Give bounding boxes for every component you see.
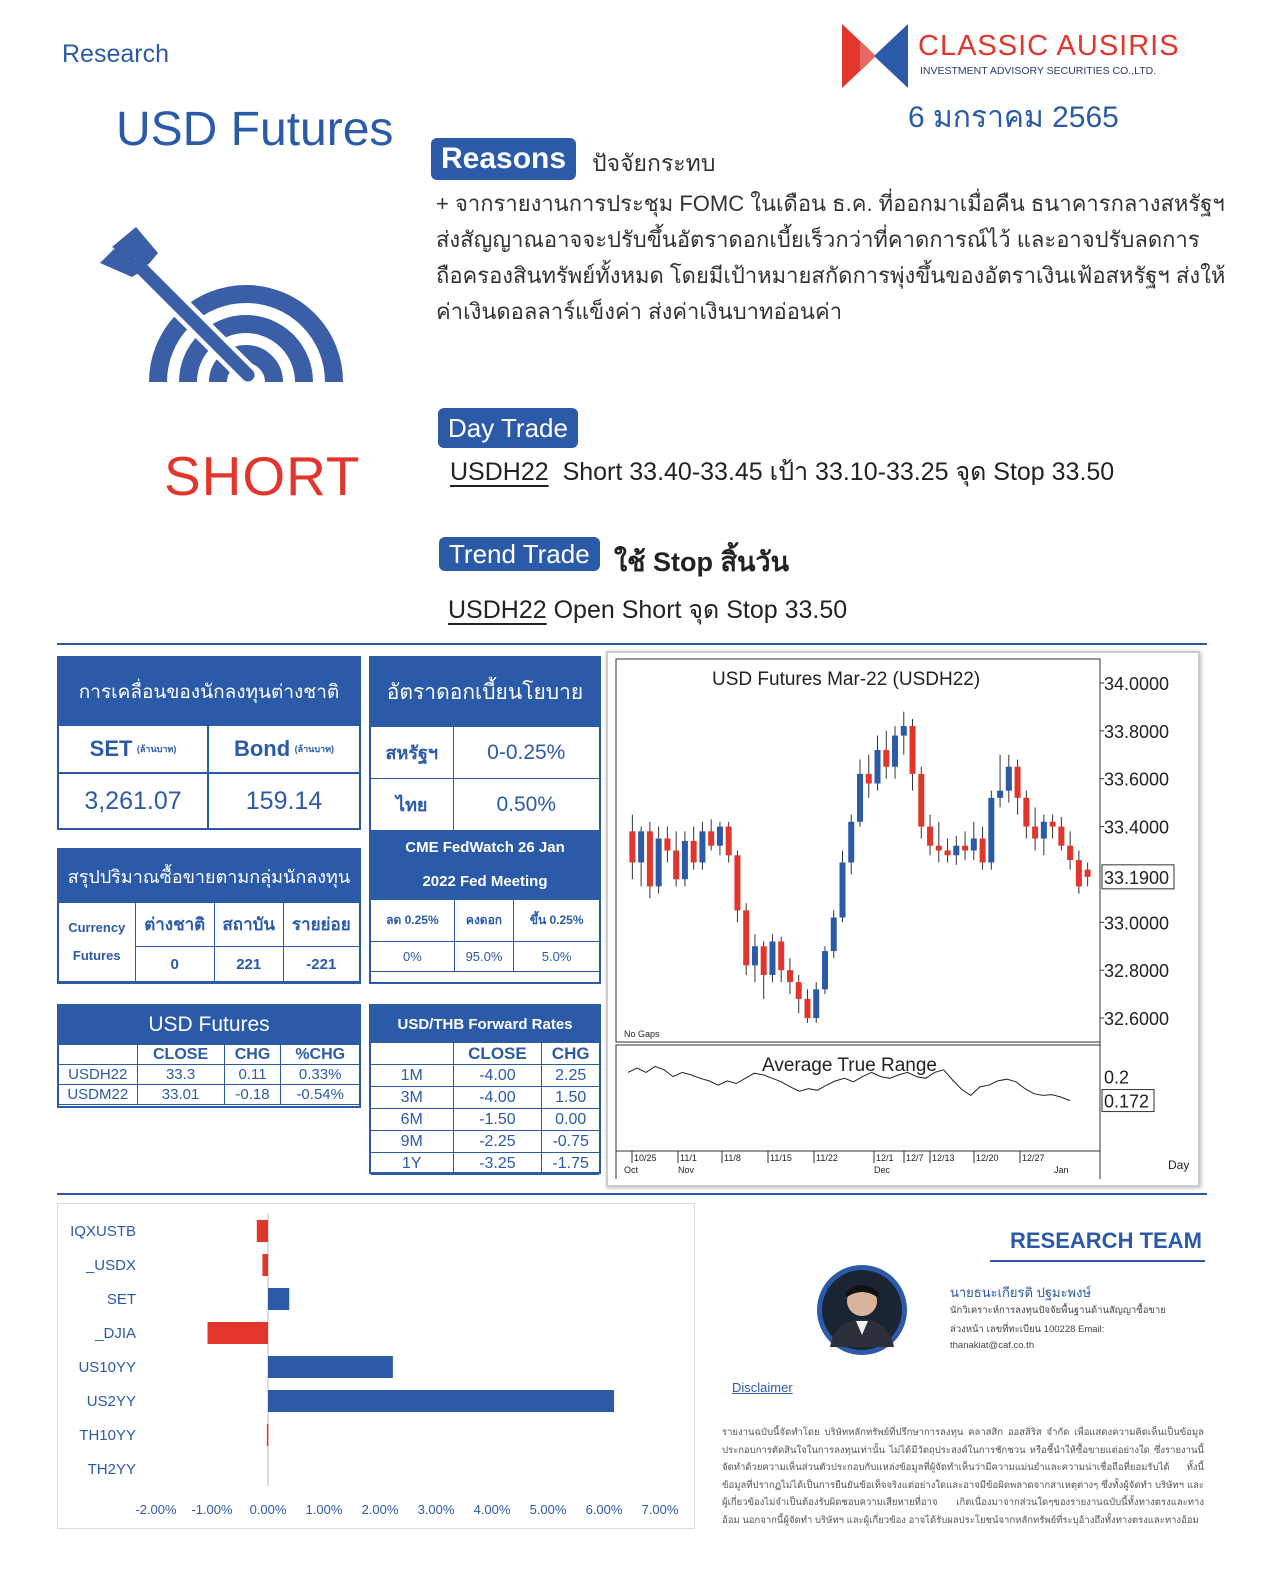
foreign-flow-title: การเคลื่อนของนักลงทุนต่างชาติ: [59, 658, 359, 726]
fed-cut-label: ลด 0.25%: [371, 900, 454, 942]
row-name: USDM22: [59, 1085, 137, 1105]
fedwatch-title: CME FedWatch 26 Jan 2022 Fed Meeting: [371, 831, 599, 899]
retail-value: -221: [283, 947, 359, 982]
bar-x-tick-label: 6.00%: [585, 1502, 623, 1517]
candle-body: [953, 846, 959, 856]
last-price-label: 33.1900: [1104, 867, 1170, 888]
analyst-name: นายธนะเกียรติ ปฐมะพงษ์: [950, 1285, 1092, 1300]
candle-body: [936, 846, 942, 851]
candle-body: [813, 989, 819, 1018]
disclaimer-text: รายงานฉบับนี้จัดทำโดย บริษัทหลักทรัพย์ที่ปรึกษาการลงทุน คลาสสิก ออสสิริส จำกัด เพื่อแสดงความคิดเห็นเป็นข้อมูลประกอบการตัดสินใจในการลงทุนเท่านั้น ไม่ได้มีวัตถุประสงค์ในการชักชวน หรือชี้นำให้ซื้อขายแต่อย่างใด ซึ่งรายงานนี้จัดทำด้วยความเห็นส่วนตัวประกอบกับแหล่งข้อมูลที่ผู้จัดทำเห็นว่ามีความแม่นยำและความน่าเชื่อถือที่ยอมรับได้ ทั้งนี้ข้อมูลที่ปรากฏไม่ได้เป็นการยืนยันข้อเท็จจริงแต่อย่างใดและอาจมีข้อผิดพลาดจากสาเหตุต่างๆ ซึ่งทั้งผู้จัดทำ บริษัทฯ และผู้เกี่ยวข้องไม่จำเป็นต้องรับผิดชอบความเสียหายที่อาจ เกิดเนื่องมาจากส่วนใดๆของรายงานฉบับนี้ทั้งทางตรงและทางอ้อม นอกจากนี้ผู้จัดทำ บริษัทฯ และผู้เกี่ยวข้อง อาจได้รับผลประโยชน์จากหลักทรัพย์ที่ระบุอ้างถึงทั้งทางตรงและทางอ้อม: [722, 1427, 1204, 1526]
trend-trade-badge: Trend Trade: [439, 537, 600, 571]
policy-rate-box: [369, 656, 601, 984]
row-close: 33.3: [137, 1065, 224, 1085]
bar-x-tick-label: 1.00%: [305, 1502, 343, 1517]
candle-body: [752, 946, 758, 965]
candle-body: [647, 831, 653, 886]
policy-th-label: ไทย: [371, 779, 453, 831]
y-tick-label: 33.4000: [1104, 817, 1170, 838]
candle-body: [761, 946, 767, 975]
row-close: 33.01: [137, 1085, 224, 1105]
x-date-label: 10/25: [634, 1153, 657, 1163]
set-unit: (ล้านบาท): [136, 744, 177, 754]
report-date: 6 มกราคม 2565: [908, 101, 1119, 134]
bar-category-label: US2YY: [86, 1393, 136, 1410]
bar: [262, 1254, 268, 1276]
candle-body: [726, 827, 732, 856]
x-date-label: 11/1: [680, 1153, 697, 1163]
candle-body: [883, 750, 889, 767]
table-row: 1M -4.00 2.25: [371, 1065, 599, 1087]
usd-futures-box: [57, 1004, 361, 1108]
x-date-label: 11/15: [770, 1153, 792, 1163]
candle-body: [997, 791, 1003, 798]
bar-x-tick-label: 7.00%: [641, 1502, 679, 1517]
candle-body: [1050, 822, 1056, 827]
candle-body: [988, 798, 994, 863]
x-date-label: 12/7: [906, 1153, 924, 1163]
forward-rates-title: USD/THB Forward Rates: [371, 1006, 599, 1042]
candle-body: [866, 774, 872, 784]
bar-category-label: IQXUSTB: [70, 1223, 136, 1240]
bar: [268, 1356, 393, 1378]
table-row: 9M -2.25 -0.75: [371, 1131, 599, 1153]
x-unit-label: Day: [1168, 1158, 1190, 1172]
y-tick-label: 32.6000: [1104, 1009, 1170, 1030]
table-row: 6M -1.50 0.00: [371, 1109, 599, 1131]
price-chart-svg: [608, 653, 1198, 1185]
candle-body: [804, 999, 810, 1018]
candle-body: [1015, 767, 1021, 798]
investor-summary-box: [57, 848, 361, 984]
policy-rate-title: อัตราดอกเบี้ยนโยบาย: [371, 658, 599, 726]
usd-futures-table: [59, 1044, 359, 1105]
price-chart-title: USD Futures Mar-22 (USDH22): [712, 669, 981, 690]
bond-label: Bond: [233, 736, 291, 761]
day-trade-line: [450, 452, 1114, 492]
col-close: CLOSE: [137, 1045, 224, 1065]
investor-summary-title: สรุปปริมาณซื้อขายตามกลุ่มนักลงทุน: [59, 850, 359, 902]
institution-value: 221: [214, 947, 283, 982]
row-name: USDH22: [59, 1065, 137, 1085]
candle-body: [656, 839, 662, 887]
company-logo-sub: INVESTMENT ADVISORY SECURITIES CO.,LTD.: [920, 65, 1157, 77]
policy-us-label: สหรัฐฯ: [371, 727, 453, 779]
day-trade-code: USDH22: [450, 458, 549, 486]
fed-hike-label: ขึ้น 0.25%: [514, 900, 599, 942]
reasons-badge: Reasons: [431, 138, 576, 180]
candle-body: [1041, 822, 1047, 839]
set-label: SET: [89, 736, 133, 761]
forward-rates-table: [371, 1042, 599, 1175]
bar-category-label: _USDX: [85, 1257, 136, 1274]
bar-category-label: US10YY: [78, 1359, 136, 1376]
candle-body: [769, 941, 775, 975]
x-date-label: 11/22: [816, 1153, 838, 1163]
candle-body: [1076, 860, 1082, 886]
bar-x-tick-label: 0.00%: [249, 1502, 287, 1517]
candle-body: [664, 839, 670, 851]
candle-body: [699, 831, 705, 862]
y-tick-label: 33.8000: [1104, 721, 1170, 742]
no-gaps-label: No Gaps: [624, 1029, 660, 1039]
fed-hold-value: 95.0%: [454, 942, 513, 972]
bar-x-tick-label: 4.00%: [473, 1502, 511, 1517]
signal-label: SHORT: [164, 445, 361, 507]
trend-trade-line: [448, 590, 847, 630]
divider-top: [57, 643, 1207, 645]
x-date-label: 12/27: [1022, 1153, 1045, 1163]
candle-body: [1067, 846, 1073, 860]
day-trade-text: Short 33.40-33.45 เป้า 33.10-33.25 จุด Stop 33.50: [562, 458, 1115, 486]
table-row: [59, 1065, 359, 1085]
candle-body: [673, 851, 679, 880]
research-team-title: RESEARCH TEAM: [1010, 1228, 1202, 1253]
market-change-chart: [57, 1203, 695, 1529]
trend-trade-text: Open Short จุด Stop 33.50: [553, 596, 848, 624]
fed-hold-label: คงดอก: [454, 900, 513, 942]
bar: [208, 1322, 268, 1344]
disclaimer-link[interactable]: Disclaimer: [732, 1380, 793, 1395]
bar: [257, 1220, 268, 1242]
candle-body: [901, 726, 907, 736]
candle-body: [734, 855, 740, 910]
company-logo-name: CLASSIC AUSIRIS: [918, 30, 1180, 62]
atr-title: Average True Range: [762, 1055, 937, 1076]
foreign-flow-box: [57, 656, 361, 830]
atr-tick-label: 0.2: [1104, 1067, 1130, 1088]
trend-trade-suffix: ใช้ Stop สิ้นวัน: [614, 547, 790, 577]
candle-body: [839, 862, 845, 917]
price-chart: [606, 651, 1200, 1187]
x-month-label: Oct: [624, 1165, 639, 1175]
bar-x-tick-label: 5.00%: [529, 1502, 567, 1517]
bar-category-label: _DJIA: [95, 1325, 136, 1342]
currency-futures-label: Currency Futures: [59, 903, 135, 982]
policy-us-value: 0-0.25%: [453, 727, 599, 779]
candle-body: [918, 774, 924, 827]
candle-body: [638, 831, 644, 862]
x-date-label: 12/20: [976, 1153, 999, 1163]
candle-body: [1006, 767, 1012, 791]
candle-body: [962, 846, 968, 851]
bar-category-label: SET: [106, 1291, 136, 1308]
candle-body: [875, 750, 881, 784]
candle-body: [778, 941, 784, 970]
row-pct: 0.33%: [281, 1065, 359, 1085]
candle-body: [787, 970, 793, 982]
policy-rate-table: [371, 726, 599, 831]
page-title: USD Futures: [116, 103, 394, 156]
col-institution: สถาบัน: [214, 903, 283, 947]
analyst-email[interactable]: thanakiat@caf.co.th: [950, 1340, 1035, 1351]
bond-value: 159.14: [245, 786, 323, 815]
fedwatch-table: [371, 899, 599, 972]
target-icon: [98, 225, 348, 385]
reasons-heading: ปัจจัยกระทบ: [592, 150, 716, 176]
table-row: 1Y -3.25 -1.75: [371, 1153, 599, 1175]
candle-body: [910, 726, 916, 774]
candle-body: [1058, 827, 1064, 846]
forward-rates-box: [369, 1004, 601, 1174]
fed-hike-value: 5.0%: [514, 942, 599, 972]
divider-bottom: [57, 1193, 1207, 1195]
table-row: 3M -4.00 1.50: [371, 1087, 599, 1109]
candle-body: [945, 851, 951, 856]
section-label: Research: [62, 40, 169, 68]
y-tick-label: 32.8000: [1104, 961, 1170, 982]
usd-futures-title: USD Futures: [59, 1006, 359, 1044]
analyst-role: นักวิเคราะห์การลงทุนปัจจัยพื้นฐานด้านสัญญาซื้อขาย: [950, 1305, 1166, 1316]
col-retail: รายย่อย: [283, 903, 359, 947]
policy-th-value: 0.50%: [453, 779, 599, 831]
candle-body: [691, 841, 697, 863]
set-value: 3,261.07: [59, 774, 209, 828]
bar-category-label: TH2YY: [87, 1461, 136, 1478]
research-team-underline: [990, 1260, 1205, 1262]
candle-body: [980, 839, 986, 863]
candle-body: [1085, 870, 1091, 877]
bar-x-tick-label: -1.00%: [191, 1502, 233, 1517]
col-foreign: ต่างชาติ: [135, 903, 214, 947]
y-tick-label: 33.6000: [1104, 769, 1170, 790]
y-tick-label: 34.0000: [1104, 673, 1170, 694]
candle-body: [892, 736, 898, 767]
bond-unit: (ล้านบาท): [294, 744, 335, 754]
bar: [268, 1288, 289, 1310]
investor-summary-table: [59, 902, 359, 982]
fwd-col-chg: CHG: [542, 1043, 599, 1065]
fed-cut-value: 0%: [371, 942, 454, 972]
candle-body: [1032, 827, 1038, 839]
analyst-avatar: [815, 1263, 909, 1357]
y-tick-label: 33.0000: [1104, 913, 1170, 934]
candle-body: [831, 918, 837, 952]
col-chg: CHG: [224, 1045, 281, 1065]
candle-body: [927, 827, 933, 846]
reasons-text: + จากรายงานการประชุม FOMC ในเดือน ธ.ค. ที่ออกมาเมื่อคืน ธนาคารกลางสหรัฐฯส่งสัญญาณอาจจะปรับขึ้นอัตราดอกเบี้ยเร็วกว่าที่คาดการณ์ไว้ และอาจปรับลดการถือครองสินทรัพย์ทั้งหมด โดยมีเป้าหมายสกัดการพุ่งขึ้นของอัตราเงินเฟ้อสหรัฐฯ ส่งให้ค่าเงินดอลลาร์แข็งค่า ส่งค่าเงินบาทอ่อนค่า: [436, 191, 1226, 324]
x-month-label: Nov: [678, 1165, 695, 1175]
fwd-col-close: CLOSE: [453, 1043, 542, 1065]
bar-category-label: TH10YY: [79, 1427, 136, 1444]
x-date-label: 12/1: [876, 1153, 894, 1163]
trend-trade-code: USDH22: [448, 596, 547, 624]
candle-body: [822, 951, 828, 989]
bar-x-tick-label: -2.00%: [135, 1502, 177, 1517]
row-pct: -0.54%: [281, 1085, 359, 1105]
foreign-value: 0: [135, 947, 214, 982]
table-row: [59, 1085, 359, 1105]
x-month-label: Dec: [874, 1165, 891, 1175]
bar-x-tick-label: 3.00%: [417, 1502, 455, 1517]
company-logo-mark: [840, 22, 910, 90]
candle-body: [857, 774, 863, 822]
candle-body: [708, 831, 714, 845]
col-pctchg: %CHG: [281, 1045, 359, 1065]
x-date-label: 12/13: [932, 1153, 955, 1163]
atr-last-label: 0.172: [1104, 1091, 1150, 1112]
bar: [267, 1424, 269, 1446]
candle-body: [971, 839, 977, 851]
candle-body: [848, 822, 854, 863]
market-change-svg: [58, 1204, 694, 1528]
row-chg: 0.11: [224, 1065, 281, 1085]
row-chg: -0.18: [224, 1085, 281, 1105]
day-trade-badge: Day Trade: [438, 408, 578, 448]
candle-body: [717, 827, 723, 846]
bar-x-tick-label: 2.00%: [361, 1502, 399, 1517]
candle-body: [682, 841, 688, 879]
bar: [268, 1390, 614, 1412]
candle-body: [743, 910, 749, 965]
x-date-label: 11/8: [724, 1153, 741, 1163]
candle-body: [629, 831, 635, 862]
analyst-license: ล่วงหน้า เลขที่ทะเบียน 100228 Email:: [950, 1324, 1105, 1335]
candle-body: [1023, 798, 1029, 827]
candle-body: [796, 982, 802, 999]
x-month-label: Jan: [1054, 1165, 1069, 1175]
